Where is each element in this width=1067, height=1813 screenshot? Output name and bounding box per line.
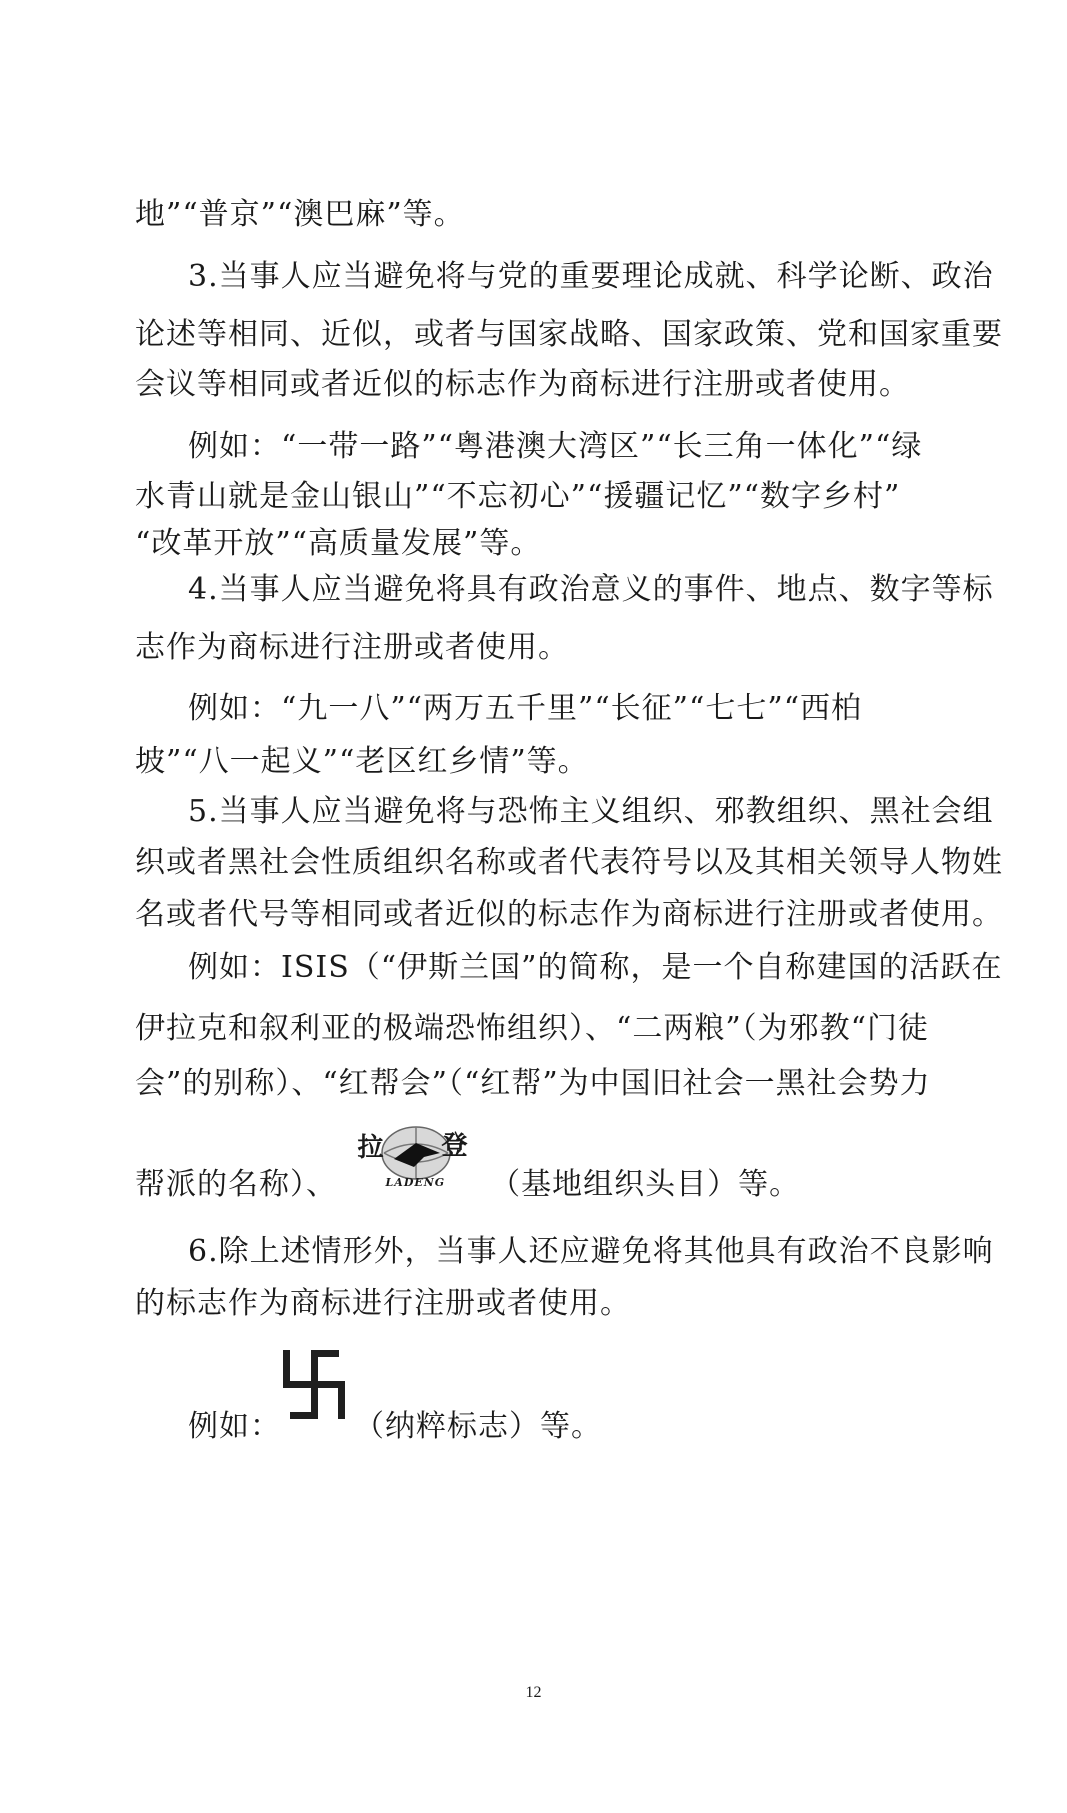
text-line: 名或者代号等相同或者近似的标志作为商标进行注册或者使用。: [135, 897, 1003, 932]
example-line: 例如：“九一八”“两万五千里”“长征”“七七”“西柏: [188, 691, 863, 726]
text-line: 伊拉克和叙利亚的极端恐怖组织）、“二两粮”（为邪教“门徒: [135, 1011, 930, 1046]
example-line: 例如：“一带一路”“粤港澳大湾区”“长三角一体化”“绿: [188, 429, 923, 464]
laden-logo: [354, 1115, 474, 1195]
text-segment: 例如：: [188, 1409, 281, 1444]
text-line: 的标志作为商标进行注册或者使用。: [135, 1286, 631, 1321]
example-line: 例如：ISIS（“伊斯兰国”的简称，是一个自称建国的活跃在: [188, 950, 1003, 985]
text-line: 志作为商标进行注册或者使用。: [135, 630, 569, 665]
text-line: 织或者黑社会性质组织名称或者代表符号以及其相关领导人物姓: [135, 845, 1003, 880]
text-line: 论述等相同、近似，或者与国家战略、国家政策、党和国家重要: [135, 317, 1003, 352]
logo-caption: LADENG: [385, 1176, 446, 1189]
text-segment: 帮派的名称）、: [135, 1167, 337, 1202]
paragraph-4-line: 4.当事人应当避免将具有政治意义的事件、地点、数字等标: [188, 572, 994, 607]
logo-char-left: 拉: [357, 1133, 385, 1163]
paragraph-3-line: 3.当事人应当避免将与党的重要理论成就、科学论断、政治: [188, 259, 994, 294]
text-segment: （纳粹标志）等。: [354, 1409, 602, 1444]
text-line: 会议等相同或者近似的标志作为商标进行注册或者使用。: [135, 367, 910, 402]
logo-char-right: 登: [441, 1131, 469, 1161]
symbol-text-line: [188, 1345, 935, 1455]
text-line: 地”“普京”“澳巴麻”等。: [135, 197, 465, 232]
text-line: 坡”“八一起义”“老区红乡情”等。: [135, 744, 589, 779]
text-segment: （基地组织头目）等。: [490, 1167, 801, 1202]
paragraph-6-line: 6.除上述情形外，当事人还应避免将其他具有政治不良影响: [188, 1234, 994, 1269]
nazi-symbol-icon: [280, 1345, 348, 1434]
paragraph-5-line: 5.当事人应当避免将与恐怖主义组织、邪教组织、黑社会组: [188, 794, 994, 829]
page-number: 12: [525, 1684, 542, 1701]
text-line: 水青山就是金山银山”“不忘初心”“援疆记忆”“数字乡村”: [135, 479, 901, 514]
text-line: “改革开放”“高质量发展”等。: [135, 526, 542, 561]
logo-text-line: [135, 1115, 935, 1205]
text-line: 会”的别称）、“红帮会”（“红帮”为中国旧社会一黑社会势力: [135, 1066, 931, 1101]
